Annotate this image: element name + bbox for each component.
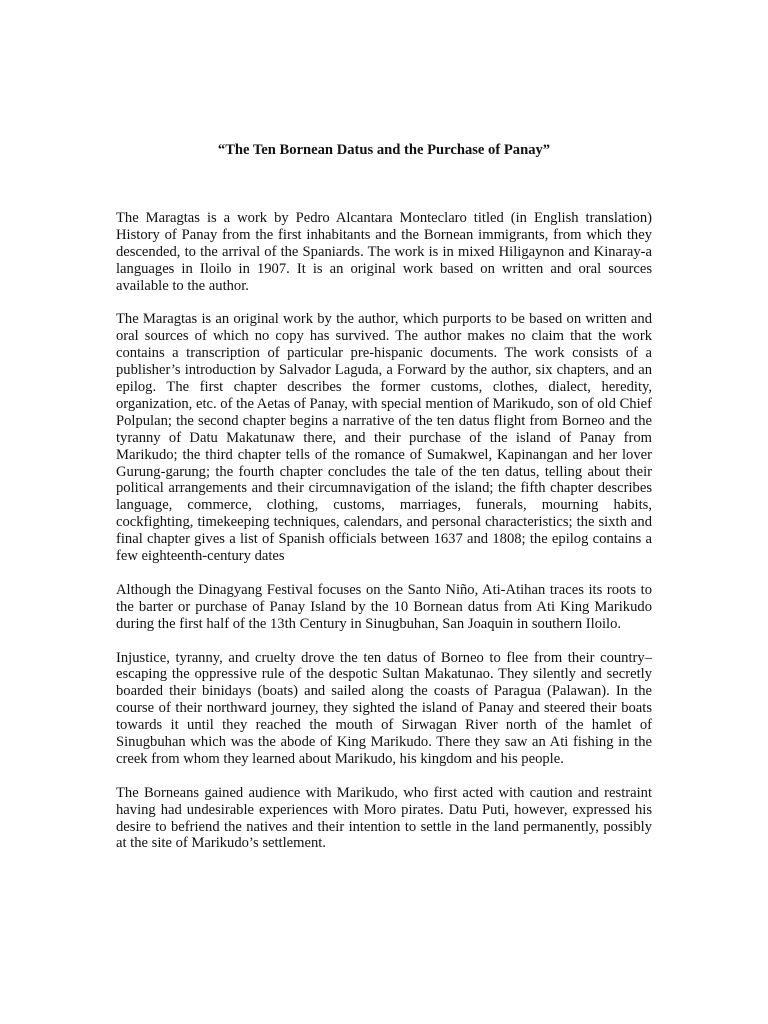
document-body bbox=[116, 210, 652, 852]
paragraph-dinagyang-festival: Although the Dinagyang Festival focuses on the Santo Niño, Ati-Atihan traces its roots to the barter or purchase of Panay Island by the 10 Bornean datus from Ati King Marikudo during the first half of the 13th Century in Sinugbuhan, San Joaquin in southern Iloilo. bbox=[116, 581, 652, 632]
paragraph-audience-marikudo: The Borneans gained audience with Marikudo, who first acted with caution and restraint having had undesirable experiences with Moro pirates. Datu Puti, however, expressed his desire to befriend the natives and their intention to settle in the land permanently, possibly at the site of Marikudo’s settlement. bbox=[116, 784, 652, 852]
document-title: “The Ten Bornean Datus and the Purchase of Panay” bbox=[217, 142, 551, 158]
paragraph-maragtas-intro: The Maragtas is a work by Pedro Alcantara Monteclaro titled (in English translation) History of Panay from the first inhabitants and the Bornean immigrants, from which they descended, to the arrival of the Spaniards. The work is in mixed Hiligaynon and Kinaray-a languages in Iloilo in 1907. It is an original work based on written and oral sources available to the author. bbox=[116, 210, 652, 294]
paragraph-maragtas-contents: The Maragtas is an original work by the author, which purports to be based on written and oral sources of which no copy has survived. The author makes no claim that the work contains a transcription of particular pre-hispanic documents. The work consists of a publisher’s introduction by Salvador Laguda, a Forward by the author, six chapters, and an epilog. The first chapter describes the former customs, clothes, dialect, heredity, organization, etc. of the Aetas of Panay, with special mention of Marikudo, son of old Chief Polpulan; the second chapter begins a narrative of the ten datus flight from Borneo and the tyranny of Datu Makatunaw there, and their purchase of the island of Panay from Marikudo; the third chapter tells of the romance of Sumakwel, Kapinangan and her lover Gurung-garung; the fourth chapter concludes the tale of the ten datus, telling about their political arrangements and their circumnavigation of the island; the fifth chapter describes language, commerce, clothing, customs, marriages, funerals, mourning habits, cockfighting, timekeeping techniques, calendars, and personal characteristics; the sixth and final chapter gives a list of Spanish officials between 1637 and 1808; the epilog contains a few eighteenth-century dates bbox=[116, 311, 652, 565]
paragraph-datus-flight: Injustice, tyranny, and cruelty drove the ten datus of Borneo to flee from their country–escaping the oppressive rule of the despotic Sultan Makatunao. They silently and secretly boarded their binidays (boats) and sailed along the coasts of Paragua (Palawan). In the course of their northward journey, they sighted the island of Panay and steered their boats towards it until they reached the mouth of Sirwagan River north of the hamlet of Sinugbuhan which was the abode of King Marikudo. There they saw an Ati fishing in the creek from whom they learned about Marikudo, his kingdom and his people. bbox=[116, 649, 652, 767]
